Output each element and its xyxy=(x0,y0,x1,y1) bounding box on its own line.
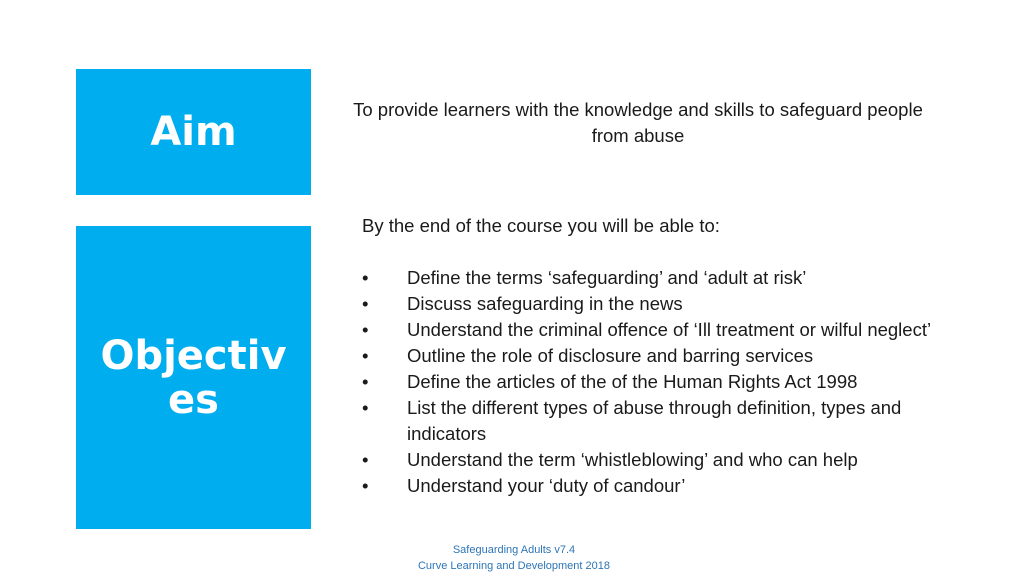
bullet-icon: • xyxy=(362,345,369,366)
aim-description: To provide learners with the knowledge and skills to safeguard people from abuse xyxy=(353,99,923,146)
objectives-heading-box xyxy=(76,226,311,529)
footer xyxy=(380,543,648,574)
objectives-list xyxy=(362,265,962,499)
objective-text: Discuss safeguarding in the news xyxy=(407,293,683,314)
bullet-icon: • xyxy=(362,319,369,340)
objective-item xyxy=(362,395,962,447)
objective-text: Understand the criminal offence of ‘Ill treatment or wilful neglect’ xyxy=(407,319,932,340)
objectives-intro: By the end of the course you will be able to: xyxy=(362,215,720,236)
objective-text: Understand your ‘duty of candour’ xyxy=(407,475,686,496)
bullet-icon: • xyxy=(362,397,369,418)
bullet-icon: • xyxy=(362,475,369,496)
objective-item xyxy=(362,447,962,473)
bullet-icon: • xyxy=(362,293,369,314)
bullet-icon: • xyxy=(362,371,369,392)
objectives-heading: Objectives xyxy=(100,332,287,423)
objective-text: Define the terms ‘safeguarding’ and ‘adult at risk’ xyxy=(407,267,807,288)
objective-item xyxy=(362,343,962,369)
bullet-icon: • xyxy=(362,267,369,288)
objective-item xyxy=(362,473,962,499)
footer-version: Safeguarding Adults v7.4 xyxy=(452,544,576,556)
aim-heading-box xyxy=(76,69,311,195)
objective-item xyxy=(362,265,962,291)
objective-text: Understand the term ‘whistleblowing’ and who can help xyxy=(407,449,858,470)
aim-heading: Aim xyxy=(150,109,237,155)
objective-text: Define the articles of the of the Human Rights Act 1998 xyxy=(407,371,858,392)
objective-item xyxy=(362,291,962,317)
footer-copyright: Curve Learning and Development 2018 xyxy=(417,559,611,572)
objective-item xyxy=(362,369,962,395)
bullet-icon: • xyxy=(362,449,369,470)
objective-text: Outline the role of disclosure and barring services xyxy=(407,345,814,366)
objective-item xyxy=(362,317,962,343)
objective-text: List the different types of abuse through definition, types and indicators xyxy=(407,397,902,444)
